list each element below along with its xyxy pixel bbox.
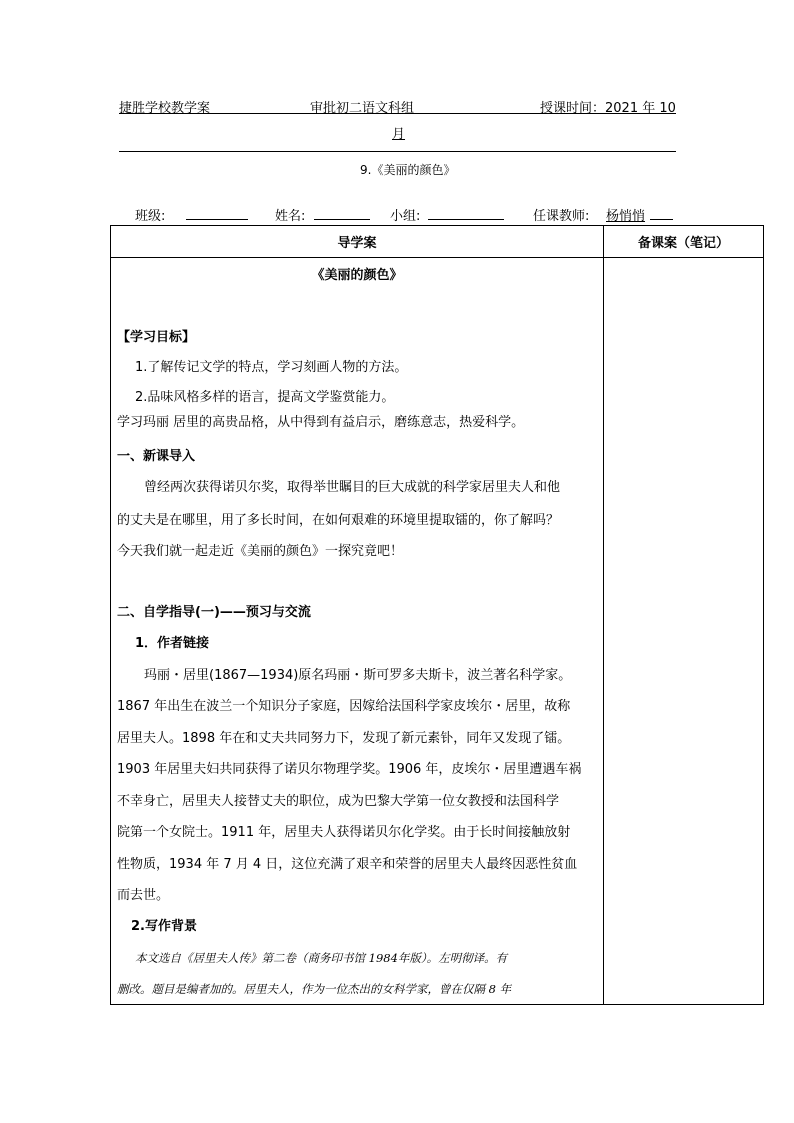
guide-content-cell <box>111 258 604 1005</box>
guide-column-header: 导学案 <box>111 226 604 258</box>
lesson-title: 9.《美丽的颜色》 <box>360 163 456 177</box>
intro-line: 的丈夫是在哪里，用了多长时间，在如何艰难的环境里提取镭的，你了解吗？ <box>117 513 560 528</box>
notes-column-header: 备课案（笔记） <box>604 226 764 258</box>
school-name: 捷胜学校教学案 <box>119 101 211 116</box>
lesson-plan-table <box>110 225 764 1005</box>
author-line: 1903 年居里夫妇共同获得了诺贝尔物理学奖。1906 年，皮埃尔・居里遭遇车祸 <box>117 762 582 777</box>
teaching-time-label: 授课时间：2021 年 10 <box>540 101 676 116</box>
author-line: 1867 年出生在波兰一个知识分子家庭，因嫁给法国科学家皮埃尔・居里，故称 <box>117 699 571 714</box>
goal-item-1: 1.了解传记文学的特点，学习刻画人物的方法。 <box>135 360 408 375</box>
background-line: 本文选自《居里夫人传》第二卷（商务印书馆 1984年版）。左明彻译。有 <box>135 951 508 965</box>
header-underline <box>119 113 676 114</box>
header-divider <box>119 151 676 152</box>
author-line: 而去世。 <box>117 888 170 903</box>
class-label: 班级: <box>135 209 166 224</box>
background-line: 删改。题目是编者加的。居里夫人，作为一位杰出的女科学家，曾在仅隔 8 年 <box>117 982 512 996</box>
teacher-label: 任课教师: <box>533 209 590 224</box>
author-line: 不幸身亡，居里夫人接替丈夫的职位，成为巴黎大学第一位女教授和法国科学 <box>117 794 560 809</box>
group-label: 小组: <box>390 209 421 224</box>
self-study-heading: 二、自学指导(一)——预习与交流 <box>117 605 311 620</box>
name-blank[interactable] <box>314 219 370 220</box>
group-blank[interactable] <box>428 219 504 220</box>
author-line: 居里夫人。1898 年在和丈夫共同努力下，发现了新元素钋，同年又发现了镭。 <box>117 731 571 746</box>
intro-line: 今天我们就一起走近《美丽的颜色》一探究竟吧！ <box>117 544 404 559</box>
goal-item-3: 学习玛丽 居里的高贵品格，从中得到有益启示，磨练意志，热爱科学。 <box>117 415 525 430</box>
author-line: 性物质，1934 年 7 月 4 日，这位充满了艰辛和荣誉的居里夫人最终因恶性贫血 <box>117 857 578 872</box>
teacher-name: 杨悄悄 <box>606 209 646 224</box>
class-blank[interactable] <box>186 219 248 220</box>
inner-title: 《美丽的颜色》 <box>311 268 403 283</box>
goals-heading: 【学习目标】 <box>117 330 196 345</box>
teacher-blank-tail <box>650 219 673 220</box>
teaching-month: 月 <box>392 127 406 142</box>
notes-content-cell[interactable] <box>604 258 764 1005</box>
author-line: 院第一个女院士。1911 年，居里夫人获得诺贝尔化学奖。由于长时间接触放射 <box>117 825 571 840</box>
review-group: 审批初二语文科组 <box>310 101 415 116</box>
goal-item-2: 2.品味风格多样的语言，提高文学鉴赏能力。 <box>135 390 395 405</box>
intro-line: 曾经两次获得诺贝尔奖，取得举世瞩目的巨大成就的科学家居里夫人和他 <box>144 480 561 495</box>
name-label: 姓名: <box>275 209 306 224</box>
intro-heading: 一、新课导入 <box>117 449 196 464</box>
background-heading: 2.写作背景 <box>131 919 197 934</box>
author-heading: 1．作者链接 <box>135 636 210 651</box>
author-line: 玛丽・居里(1867—1934)原名玛丽・斯可罗多夫斯卡，波兰著名科学家。 <box>144 668 572 683</box>
